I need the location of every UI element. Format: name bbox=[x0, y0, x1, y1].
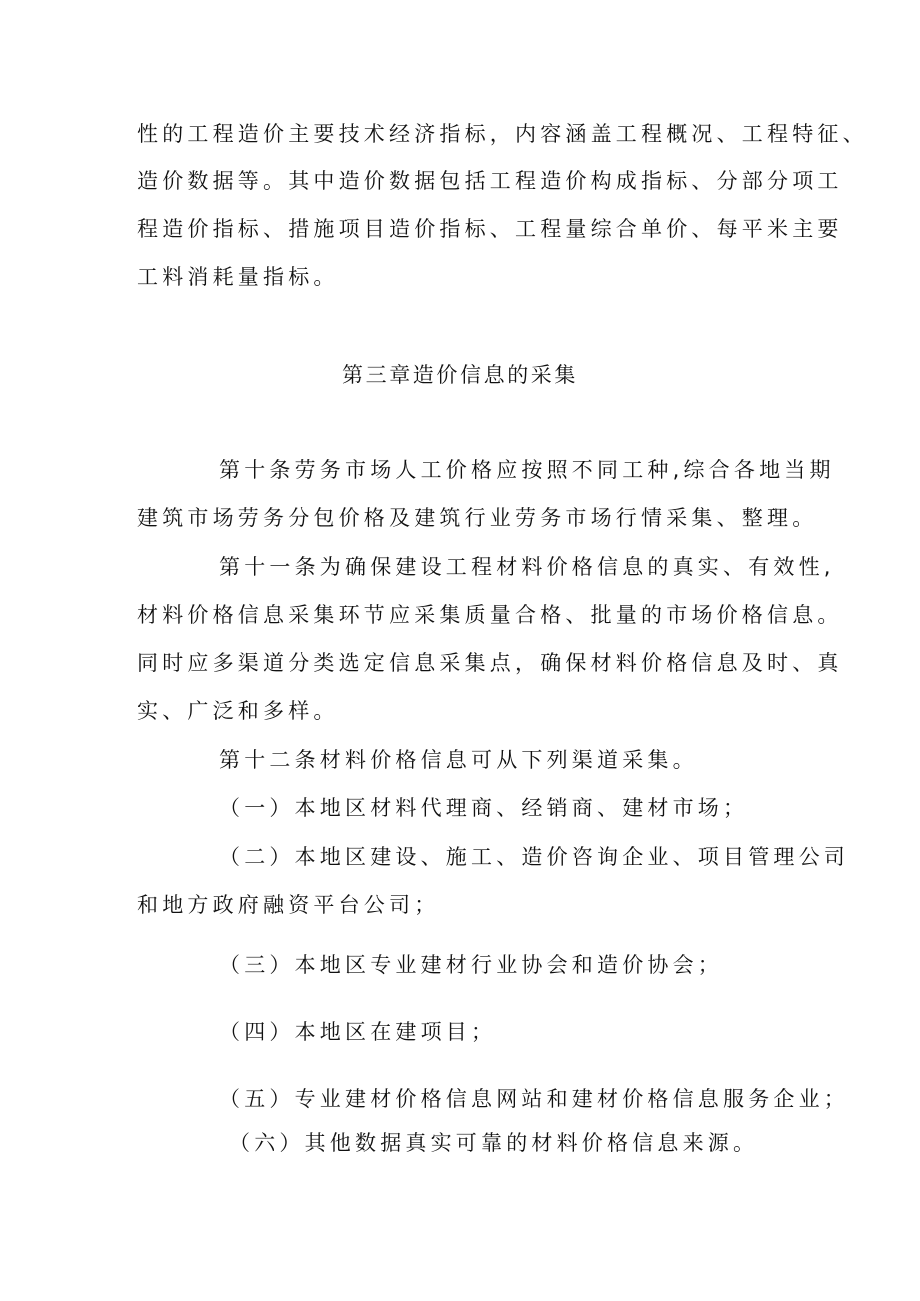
list-item: （一）本地区材料代理商、经销商、建材市场； bbox=[219, 796, 749, 820]
text-line: 造价数据等。其中造价数据包括工程造价构成指标、分部分项工 bbox=[137, 169, 843, 193]
text-line: 程造价指标、措施项目造价指标、工程量综合单价、每平米主要 bbox=[137, 217, 843, 241]
list-item: （三）本地区专业建材行业协会和造价协会； bbox=[219, 953, 723, 977]
text-line: 工料消耗量指标。 bbox=[137, 265, 339, 289]
list-item: （六）其他数据真实可靠的材料价格信息来源。 bbox=[229, 1131, 759, 1155]
text-line: 材料价格信息采集环节应采集质量合格、批量的市场价格信息。 bbox=[137, 603, 843, 627]
text-line: 实、广泛和多样。 bbox=[137, 699, 339, 723]
text-line: 第十二条材料价格信息可从下列渠道采集。 bbox=[219, 748, 698, 772]
text-line: 性的工程造价主要技术经济指标，内容涵盖工程概况、工程特征、 bbox=[137, 122, 868, 146]
text-line: 建筑市场劳务分包价格及建筑行业劳务市场行情采集、整理。 bbox=[137, 506, 818, 530]
text-line: 第十一条为确保建设工程材料价格信息的真实、有效性, bbox=[219, 555, 835, 579]
list-item: （四）本地区在建项目； bbox=[219, 1020, 497, 1044]
list-item: （二）本地区建设、施工、造价咨询企业、项目管理公司 bbox=[219, 845, 849, 869]
list-item: 和地方政府融资平台公司； bbox=[137, 893, 440, 917]
text-line: 同时应多渠道分类选定信息采集点，确保材料价格信息及时、真 bbox=[137, 651, 843, 675]
chapter-title: 第三章造价信息的采集 bbox=[342, 363, 578, 387]
text-line: 第十条劳务市场人工价格应按照不同工种,综合各地当期 bbox=[219, 458, 835, 482]
list-item: （五）专业建材价格信息网站和建材价格信息服务企业； bbox=[219, 1087, 849, 1111]
